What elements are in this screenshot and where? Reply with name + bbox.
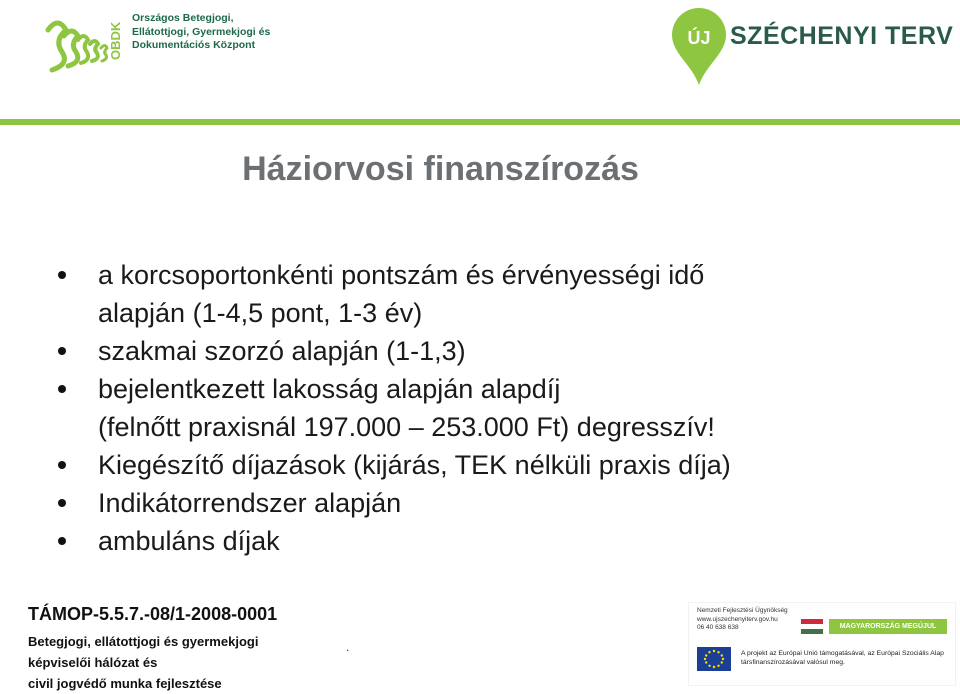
slide-header [0,0,960,120]
bullet-line: (felnőtt praxisnál 197.000 – 253.000 Ft) degresszív! [98,412,715,442]
uj-badge: ÚJ [687,28,711,48]
eu-flag-icon [697,647,731,671]
bullet-line: bejelentkezett lakosság alapján alapdíj [98,374,561,404]
bullet-line: szakmai szorzó alapján (1-1,3) [98,336,466,366]
project-line: képviselői hálózat és [28,655,158,670]
bullet-item [58,446,938,484]
obdk-emblem-icon [40,10,130,80]
obdk-line: Országos Betegjogi, [132,12,234,24]
bullet-item [58,484,938,522]
footer-dot: . [346,640,350,654]
bullet-dot-icon [58,271,66,279]
bullet-line: Indikátorrendszer alapján [98,488,402,518]
szechenyi-terv-logo [668,4,954,88]
hungary-flag-icon [801,619,823,634]
eu-funding-banner [688,602,956,686]
agency-name: Nemzeti Fejlesztési Ügynökség [697,607,788,614]
project-footer [28,604,277,694]
bullet-dot-icon [58,499,66,507]
obdk-line: Ellátottjogi, Gyermekjogi és [132,25,271,38]
hungary-renews-banner: MAGYARORSZÁG MEGÚJUL [829,619,947,634]
bullet-item [58,332,938,370]
uj-pin-icon [668,4,730,88]
bullet-dot-icon [58,461,66,469]
header-divider [0,119,960,125]
obdk-line: Dokumentációs Központ [132,39,256,51]
agency-phone: 06 40 638 638 [697,624,739,631]
bullet-item [58,370,938,446]
obdk-name [132,12,270,53]
bullet-line: alapján (1-4,5 pont, 1-3 év) [98,298,423,328]
bullet-item [58,256,938,332]
project-code: TÁMOP-5.5.7.-08/1-2008-0001 [28,604,278,624]
project-line: civil jogvédő munka fejlesztése [28,676,222,691]
slide-title: Háziorvosi finanszírozás [242,150,639,188]
bullet-dot-icon [58,537,66,545]
bullet-line: ambuláns díjak [98,526,280,556]
uj-name: SZÉCHENYI TERV [730,22,954,50]
bullet-item [58,522,938,560]
bullet-line: a korcsoportonkénti pontszám és érvényességi idő [98,260,705,290]
bullet-dot-icon [58,347,66,355]
agency-web: www.ujszechenyiterv.gov.hu [697,615,778,623]
project-line: Betegjogi, ellátottjogi és gyermekjogi [28,634,259,649]
bullet-list [58,256,938,560]
bullet-line: Kiegészítő díjazások (kijárás, TEK nélküli praxis díja) [98,450,731,480]
eu-funding-note: A projekt az Európai Unió támogatásával, az Európai Szociális Alap társfinanszírozásával valósul meg. [741,650,944,666]
obdk-logo [40,10,280,80]
agency-info [697,607,788,633]
bullet-dot-icon [58,385,66,393]
obdk-acronym: OBDK [108,21,123,60]
